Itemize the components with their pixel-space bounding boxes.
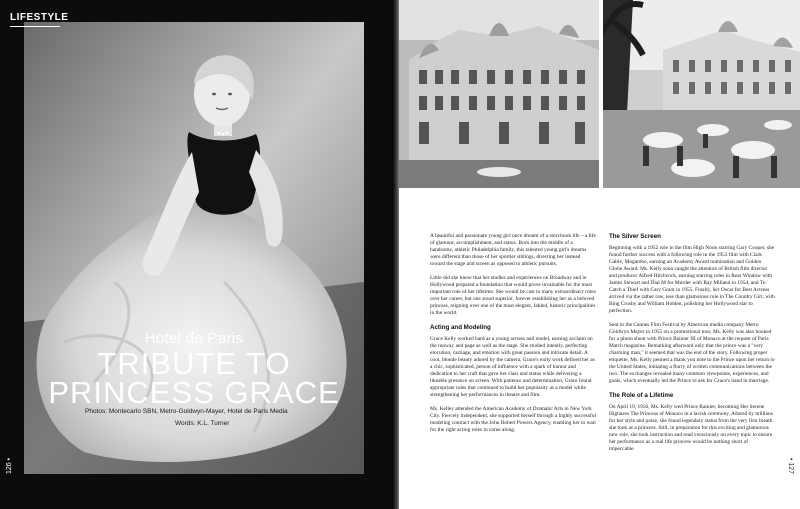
hotel-facade-illustration — [399, 0, 599, 188]
section-rule — [10, 26, 60, 27]
right-page — [399, 0, 800, 509]
paragraph: On April 19, 1956, Ms. Kelly wed Prince Rainier, becoming Her Serene Highness The Princess of Monaco in a lavish ceremony. Adored by millions for her style and poise, she found legendary status from the very first breath she took as a princess. Still, in preparation for this exciting and glamorous new role, she took instruction and read voraciously on every topic to ensure her performance as a real life princess would be nothing short of impeccable. — [609, 404, 773, 452]
paragraph: Beginning with a 1952 role in the film High Noon starring Gary Cooper, she found further success with a following role in the 1953 film with Clark Gable, Mogambo, earning an Academy Award nomination and Golden Globe Award. Ms. Kelly soon caught the attention of British film director and producer Alfred Hitchcock, earning starring roles in Rear Window with James Stewart and Dial M for Murder with Ray Milland in 1954, and To Catch a Thief with Cary Grant in 1955. Finally, her Oscar for Best Actress arrived via the rather raw, less than glamorous role in The Country Girl, with Bing Crosby and William Holden, polishing her Hollywood star to perfection. — [609, 245, 775, 314]
subheading-acting-modeling: Acting and Modeling — [430, 324, 491, 331]
hotel-terrace-illustration — [603, 0, 800, 188]
article-headline — [24, 346, 364, 410]
paragraph: Sent to the Cannes Film Festival by American media company Metro Goldwyn Mayer in 1955 on a promotional tour, Ms. Kelly was also booked for a photo shoot with Prince Rainier III of Monaco at the request of Paris Match magazine. Remarking afterward only that the prince was a "very charming man," it seemed that was the end of the story. Following proper etiquette, Ms. Kelly penned a thank you note to the Prince upon her return to the United States, initiating a flurry of written communications between the two. The exchanges revealed many common viewpoints, experiences, and goals, which eventually led the Prince to ask for Grace's hand in marriage. — [609, 322, 775, 384]
headline-line-1: TRIBUTE TO — [97, 346, 291, 381]
page-number-left: 126 • — [6, 457, 13, 474]
section-label: LIFESTYLE — [10, 12, 69, 23]
subheading-role-of-lifetime: The Role of a Lifetime — [609, 392, 674, 399]
paragraph: Grace Kelly worked hard as a young actress and model, earning acclaim on the runway and page as well as the stage. She studied intently, perfecting elocution, carriage, and emotion with great passion and intricate detail. A cool, blonde beauty adored by the camera, Grace's early work defined her as a chic, sophisticated, person of influence with a spark of humor and dedication to her craft that gave her class and status while delivering a likeable presence on screen. With patience and determination, Grace found appropriate roles that continued to build her popularity as a model while strengthening her performances in theatre and film. — [430, 336, 595, 398]
paragraph: Ms. Kelley attended the American Academy of Dramatic Arts in New York City. Fiercely independent, she supported herself through a highly successful modeling contract with the John Robert Powers Agency, enabling her to wait for the right acting roles to come along. — [430, 406, 596, 433]
paragraph: A beautiful and passionate young girl once dreamt of a storybook life – a life of glamour, accomplishment, and status. Born into the middle of a handsome, athletic Philadelphia family, this talented young girl's dreams were different than those of her sportier siblings, directing her instead toward the stage and screen as opposed to athletic pursuits. — [430, 233, 596, 267]
paragraph: Little did she know that her studies and experiences on Broadway and in Hollywood prepared a foundation that would prove invaluable for the most important role of her lifetime. She would be cast in many extraordinary roles over her career, but one stood superior, forever establishing her as a beloved princess, reigning over one of the most elegant, fabled, historic principalities in the world. — [430, 275, 596, 316]
title-block — [24, 330, 364, 410]
headline-line-2: PRINCESS GRACE — [48, 375, 340, 410]
article-kicker: Hotel de Paris — [144, 330, 244, 347]
subheading-silver-screen: The Silver Screen — [609, 233, 661, 240]
photo-credit: Photos: Montecarlo SBN, Metro-Goldwyn-Mayer, Hotel de Paris Media — [85, 408, 288, 415]
left-page — [0, 0, 397, 509]
article-column-2 — [609, 233, 775, 460]
page-number-right: • 127 — [787, 457, 794, 474]
hotel-facade-photo — [399, 0, 599, 188]
article-column-1 — [430, 233, 596, 441]
hotel-terrace-photo — [603, 0, 800, 188]
author-credit: Words: K.L. Turner — [175, 420, 230, 427]
